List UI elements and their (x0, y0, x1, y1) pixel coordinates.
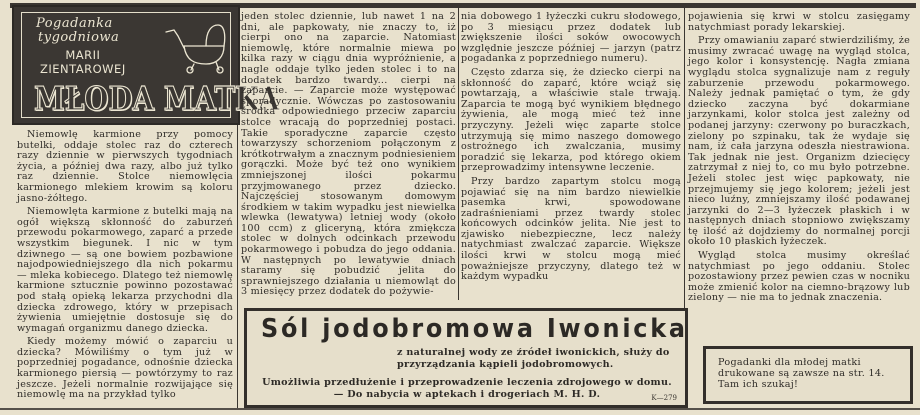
paragraph: nia dobowego 1 łyżeczki cukru słodowego, po 3 miesiącu przez dodatek lub zwiększenie ilości soków owocowych względnie jeszcze później — jarzyn (patrz pogadanka z poprzedniego numeru). (461, 11, 681, 65)
ad-code: K—279 (651, 394, 677, 402)
pram-icon (164, 22, 229, 74)
author-name (40, 48, 126, 76)
paragraph: Niemowlę karmione przy pomocy butelki, oddaje stolec raz do czterech razy dziennie w pierwszych tygodniach życia, a później dwa razy, albo już tylko raz dziennie. Stolce niemowlęcia karmionego mlekiem krowim są koloru jasno-żółtego. (17, 129, 233, 204)
paragraph: Przy omawianiu zaparć stwierdziliśmy, że musimy zwracać uwagę na wygląd stolca, jego kolor i konsystencję. Nagła zmiana wyglądu stolca sygnalizuje nam z reguły zaburzenie przewodu pokarmowego. Należy jednak pamiętać o tym, że gdy dziecko zaczyna być dokarmiane jarzynkami, kolor stolca jest zależny od podanej jarzyny: czerwony po buraczkach, zielony po szpinaku, tak że wydaje się nam, iż cała jarzyna odeszła niestrawiona. Tak jednak nie jest. Organizm dziecięcy zatrzymał z niej to, co mu było potrzebne. Jeżeli stolec jest więc papkowaty, nie przejmujemy się jego kolorem; jeżeli jest nieco luźny, zmniejszamy ilość podawanej jarzynki do 2—3 łyżeczek płaskich i w następnych dniach stopniowo zwiększamy tę ilość aż dojdziemy do normalnej porcji około 10 płaskich łyżeczek. (688, 35, 910, 248)
article-column-2 (241, 12, 456, 301)
series-label-line2: tygodniowa (38, 30, 120, 45)
paragraph: pojawienia się krwi w stolcu zasięgamy natychmiast porady lekarskiej. (688, 11, 910, 33)
article-column-4 (688, 12, 910, 307)
column-divider (458, 8, 459, 300)
paragraph: Kiedy możemy mówić o zaparciu u dziecka? Mówiliśmy o tym już w poprzedniej pogadance, odnośnie dziecka karmionego piersią — powtórzymy to raz jeszcze. Jeżeli normalnie rozwijające się niemowlę ma na przykład tylko (17, 336, 233, 401)
ad-title: Sól jodobromowa Iwonicka (261, 314, 688, 344)
ad-body: Umożliwia przedłużenie i przeprowadzenie leczenia zdrojowego w domu. — Do nabycia w aptekach i drogeriach M. H. D. (262, 377, 672, 400)
series-label-line1: Pogadanka (36, 16, 113, 31)
paragraph: Niemowlęta karmione z butelki mają na ogół większą skłonność do zaburzeń przewodu pokarmowego, zaparć a przede wszystkim biegunek. I nic w tym dziwnego — są one bowiem pozbawione najodpowiedniejszego dla nich pokarmu — mleka kobiecego. Dlatego też niemowlę karmione sztucznie powinno pozostawać pod stałą opieką lekarza przychodni dla dziecka zdrowego, który w przepisach żywienia umiejętnie dostosuje się do wymagań organizmu danego dziecka. (17, 206, 233, 334)
paragraph: Wygląd stolca musimy określać natychmiast po jego oddaniu. Stolec pozostawiony przez pewien czas w nocniku może zmienić kolor na ciemno-brązowy lub zielony — nie ma to jednak znaczenia. (688, 250, 910, 304)
paragraph: Często zdarza się, że dziecko cierpi na skłonność do zaparć, które wciąż się powtarzają, a właściwie stale trwają. Zaparcia te mogą być wynikiem błędnego żywienia, ale mogą mieć też inne przyczyny. Jeżeli więc zaparte stolce utrzymują się mimo naszego domowego ostrożnego ich zwalczania, musimy poradzić się lekarza, pod którego okiem przeprowadzimy intensywne leczenie. (461, 66, 681, 174)
column-header-logo (12, 5, 280, 125)
ad-subtitle: z naturalnej wody ze źródeł iwonickich, służy do przyrządzania kąpieli jodobromowych. (397, 347, 670, 370)
series-label (36, 17, 119, 45)
column-title: MŁODA MATKA (34, 79, 280, 118)
article-column-1 (17, 130, 233, 404)
author-line2: ZIENTAROWEJ (40, 62, 126, 76)
notice-text: Pogadanki dla młodej matki drukowane są zawsze na str. 14. Tam ich szukaj! (718, 357, 885, 390)
paragraph: jeden stolec dziennie, lub nawet 1 na 2 dni, ale papkowaty, nie znaczy to, iż cierpi ono na zaparcie. Natomiast niemowlę, które normalnie miewa po kilka razy w ciągu dnia wypróżnienie, a nagle oddaje tylko jeden stolec i to na dodatek bardzo twardy... cierpi na zaparcie. — Zaparcie może występować sporadycznie. Wówczas po zastosowaniu środka odpowiedniego przeciw zaparciu stolce wracają do poprzedniej postaci. Takie sporadyczne zaparcie często towarzyszy schorzeniom połączonym z krótkotrwałym a znacznym podniesieniem gorączki. Może być też ono wynikiem zmniejszonej ilości pokarmu przyjmowanego przez dziecko. Najczęściej stosowanym domowym środkiem w takim wypadku jest niewielka wlewka (lewatywa) letniej wody (około 100 ccm) z gliceryną, która zmiękcza stolec w dolnych odcinkach przewodu pokarmowego i pobudza do jego oddania. W następnych po lewatywie dniach staramy się pobudzić jelita do sprawniejszego działania u niemowląt do 3 miesięcy przez dodatek do pożywie- (241, 11, 456, 298)
paragraph: Przy bardzo zapartym stolcu mogą pojawiać się na nim bardzo niewielkie pasemka krwi, spowodowane zadraśnieniami przez twardy stolec końcowych odcinków jelita. Nie jest to zjawisko niebezpieczne, lecz należy natychmiast zwalczać zaparcie. Większe ilości krwi w stolcu mogą mieć poważniejsze przyczyny, dlatego też w każdym wypadku (461, 175, 681, 283)
notice-box (703, 346, 913, 404)
article-column-3 (461, 12, 681, 286)
bottom-rule (0, 408, 920, 410)
advertisement-box (244, 308, 688, 408)
author-line1: MARII (65, 48, 101, 62)
